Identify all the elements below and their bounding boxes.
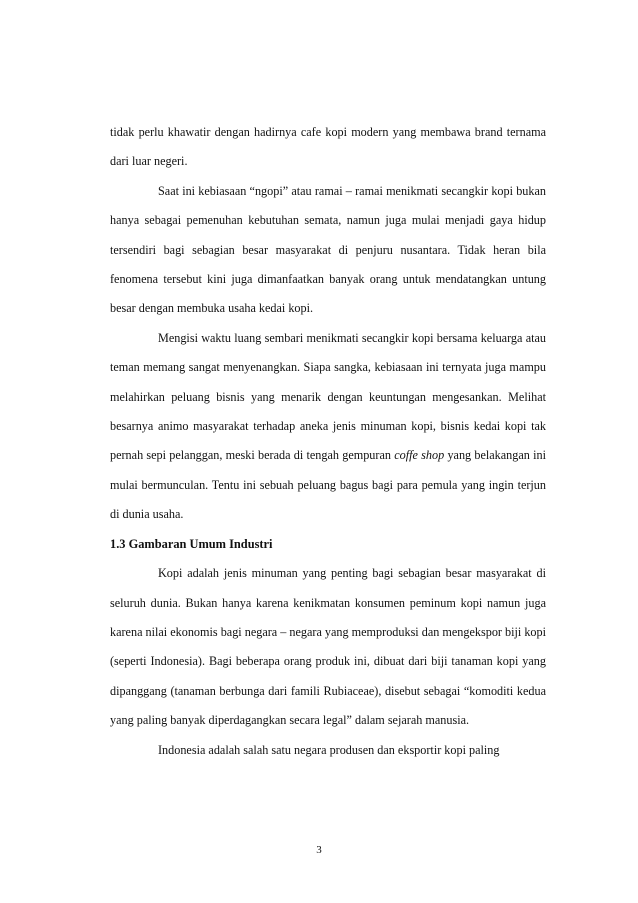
paragraph-text: Indonesia adalah salah satu negara produsen dan eksportir kopi paling bbox=[158, 742, 500, 757]
paragraph-text: Saat ini kebiasaan “ngopi” atau ramai – ramai menikmati secangkir kopi bukan hanya sebagai pemenuhan kebutuhan semata, namun juga mulai menjadi gaya hidup tersendiri bagi sebagian besar masyarakat di penjuru nusantara. Tidak heran bila fenomena tersebut kini juga dimanfaatkan banyak orang untuk mendatangkan untung besar dengan membuka usaha kedai kopi. bbox=[110, 183, 546, 316]
body-text bbox=[110, 118, 546, 765]
paragraph-text: tidak perlu khawatir dengan hadirnya cafe kopi modern yang membawa brand ternama dari luar negeri. bbox=[110, 125, 546, 169]
section-heading: 1.3 Gambaran Umum Industri bbox=[110, 536, 273, 551]
paragraph-indonesia-producer bbox=[110, 736, 546, 765]
paragraph-text: Kopi adalah jenis minuman yang penting bagi sebagian besar masyarakat di seluruh dunia. Bukan hanya karena kenikmatan konsumen peminum kopi namun juga karena nilai ekonomis bagi negara – negara yang memproduksi dan mengekspor biji kopi (seperti Indonesia). Bagi beberapa orang produk ini, dibuat dari biji tanaman kopi yang dipanggang (tanaman berbunga dari famili Rubiaceae), disebut sebagai “komoditi kedua yang paling banyak diperdagangkan secara legal” dalam sejarah manusia. bbox=[110, 566, 546, 728]
paragraph-industry-overview bbox=[110, 559, 546, 735]
paragraph-continuation bbox=[110, 118, 546, 177]
page-number: 3 bbox=[316, 844, 322, 856]
paragraph-ngopi-habit bbox=[110, 177, 546, 324]
paragraph-business-opportunity bbox=[110, 324, 546, 530]
paragraph-text-before: Mengisi waktu luang sembari menikmati secangkir kopi bersama keluarga atau teman memang sangat menyenangkan. Siapa sangka, kebiasaan ini ternyata juga mampu melahirkan peluang bisnis yang menarik dengan keuntungan mengesankan. Melihat besarnya animo masyarakat terhadap aneka jenis minuman kopi, bisnis kedai kopi tak pernah sepi pelanggan, meski berada di tengah gempuran bbox=[110, 330, 546, 463]
italic-term: coffe shop bbox=[394, 448, 445, 463]
paragraph-text-after: yang belakangan ini mulai bermunculan. Tentu ini sebuah peluang bagus bagi para pemula yang ingin terjun di dunia usaha. bbox=[110, 448, 546, 522]
